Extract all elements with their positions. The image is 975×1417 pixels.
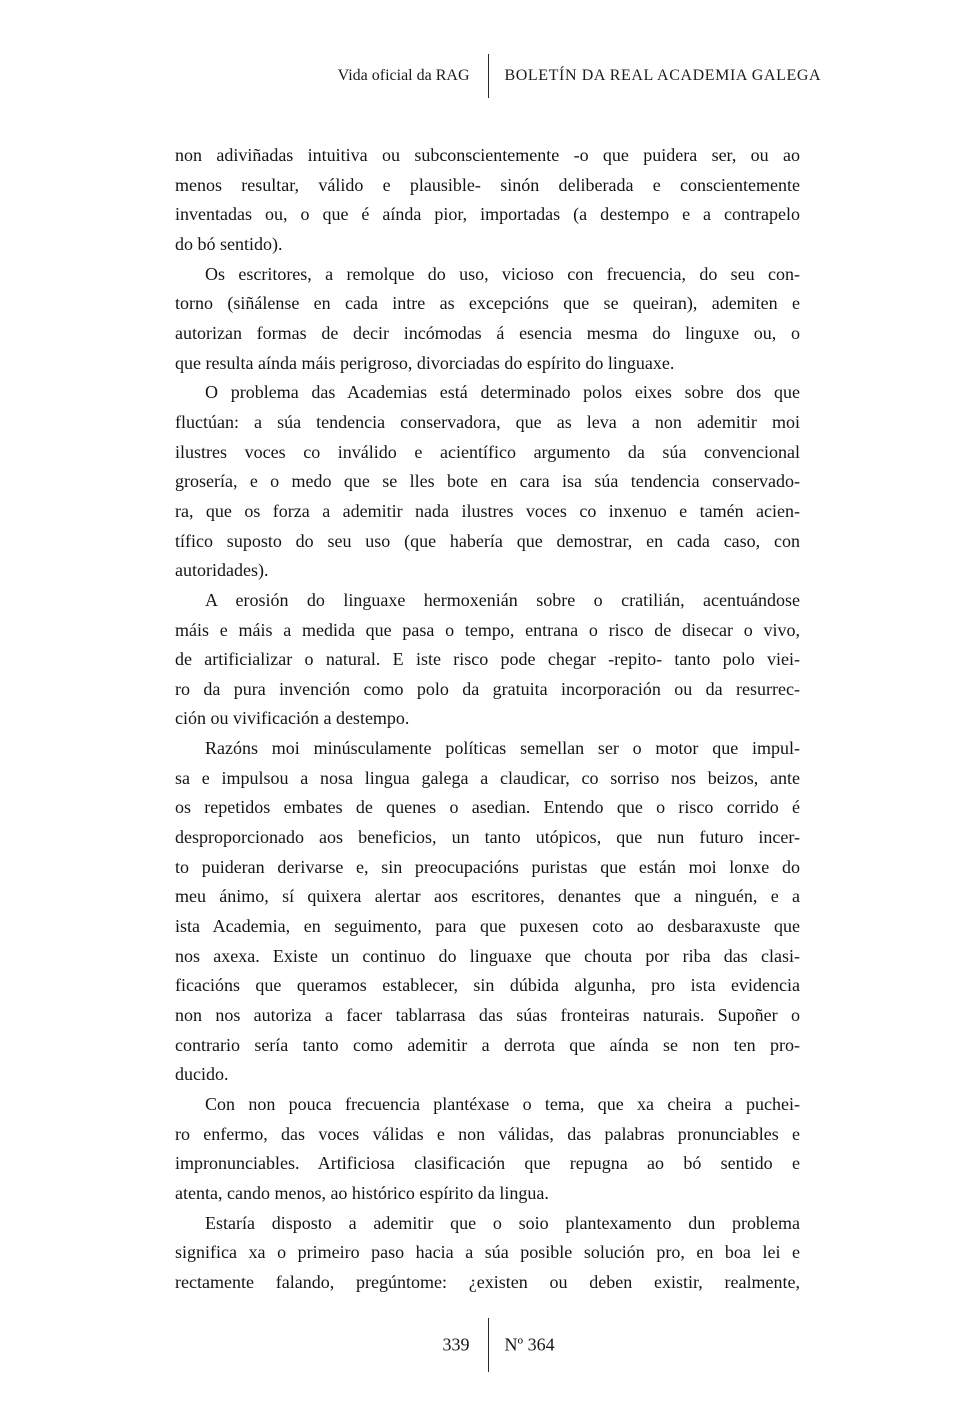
text-line: meu ánimo, sí quixera alertar aos escritores, denantes que a ninguén, e a — [175, 886, 800, 907]
text-line: ro enfermo, das voces válidas e non válidas, das palabras pronunciables e — [175, 1123, 800, 1144]
paragraph — [175, 586, 800, 734]
text-line: Con non pouca frecuencia plantéxase o tema, que xa cheira a puchei- — [205, 1094, 800, 1114]
text-line: os repetidos embates de quenes o asedian. Entendo que o risco corrido é — [175, 797, 800, 818]
text-line: sa e impulsou a nosa lingua galega a claudicar, co sorriso nos beizos, ante — [175, 767, 800, 788]
text-line: ro da pura invención como polo da gratuita incorporación ou da resurrec- — [175, 678, 800, 699]
text-line: contrario sería tanto como ademitir a derrota que aínda se non ten pro- — [175, 1034, 800, 1055]
text-line: significa xa o primeiro paso hacia a súa posible solución pro, en boa lei e — [175, 1242, 800, 1263]
paragraph — [175, 378, 800, 586]
text-line: impronunciables. Artificiosa clasificación que repugna ao bó sentido e — [175, 1153, 800, 1174]
text-line: autorizan formas de decir incómodas á esencia mesma do linguxe ou, o — [175, 322, 800, 343]
paragraph — [175, 260, 800, 379]
text-line: Os escritores, a remolque do uso, vicioso con frecuencia, do seu con- — [205, 263, 800, 284]
text-line: Estaría disposto a ademitir que o soio plantexamento dun problema — [205, 1212, 800, 1233]
text-line: ilustres voces co inválido e acientífico argumento da súa convencional — [175, 441, 800, 462]
text-line: Razóns moi minúsculamente políticas semellan ser o motor que impul- — [205, 738, 800, 759]
text-line: que resulta aínda máis perigroso, divorciadas do espírito do linguaxe. — [175, 352, 675, 373]
issue-number: Nº 364 — [504, 1334, 555, 1355]
text-line: nos axexa. Existe un continuo do linguaxe que chouta por riba das clasi- — [175, 945, 800, 966]
text-line: menos resultar, válido e plausible- sinón deliberada e conscientemente — [175, 174, 800, 195]
text-line: to puideran derivarse e, sin preocupacións puristas que están moi lonxe do — [175, 856, 800, 877]
paragraph — [175, 141, 800, 260]
page-header — [0, 54, 975, 98]
text-line: A erosión do linguaxe hermoxenián sobre o cratilián, acentuándose — [205, 589, 800, 610]
text-line: ra, que os forza a ademitir nada ilustres voces co inxenuo e tamén acien- — [175, 500, 800, 521]
text-line: non nos autoriza a facer tablarrasa das súas fronteiras naturais. Supoñer o — [175, 1005, 800, 1026]
text-line: fluctúan: a súa tendencia conservadora, que as leva a non ademitir moi — [175, 411, 800, 432]
text-line: desproporcionado aos beneficios, un tanto utópicos, que nun futuro incer- — [175, 827, 800, 848]
journal-title: BOLETÍN DA REAL ACADEMIA GALEGA — [504, 67, 822, 84]
text-line: ducido. — [175, 1064, 229, 1085]
text-line: tífico suposto do seu uso (que habería que demostrar, en cada caso, con — [175, 530, 800, 551]
text-line: de artificializar o natural. E iste risco pode chegar -repito- tanto polo viei- — [175, 649, 800, 670]
text-line: ficacións que queramos establecer, sin dúbida algunha, pro ista evidencia — [175, 975, 800, 996]
text-line: ción ou vivificación a destempo. — [175, 708, 410, 729]
section-title: Vida oficial da RAG — [337, 67, 470, 84]
text-line: atenta, cando menos, ao histórico espírito da lingua. — [175, 1182, 549, 1203]
text-line: ista Academia, en seguimento, para que puxesen coto ao desbaraxuste que — [175, 916, 800, 937]
text-line: rectamente falando, pregúntome: ¿existen ou deben existir, realmente, — [175, 1271, 800, 1292]
text-line: grosería, e o medo que se lles bote en cara isa súa tendencia conservado- — [175, 471, 800, 492]
paragraph — [175, 1090, 800, 1209]
text-line: torno (siñálense en cada intre as excepcións que se queiran), ademiten e — [175, 293, 800, 314]
text-line: non adiviñadas intuitiva ou subconscientemente -o que puidera ser, ou ao — [175, 145, 800, 165]
text-line: O problema das Academias está determinado polos eixes sobre dos que — [205, 382, 800, 403]
page-footer — [0, 1318, 975, 1372]
text-line: máis e máis a medida que pasa o tempo, entrana o risco de disecar o vivo, — [175, 619, 800, 640]
text-line: do bó sentido). — [175, 233, 283, 254]
header-divider-rule — [488, 54, 489, 98]
text-line: inventadas ou, o que é aínda pior, importadas (a destempo e a contrapelo — [175, 204, 800, 225]
footer-divider-rule — [488, 1318, 489, 1372]
paragraph — [175, 1209, 800, 1298]
page-number: 339 — [442, 1334, 470, 1355]
paragraph — [175, 734, 800, 1090]
text-line: autoridades). — [175, 560, 269, 581]
body-text — [175, 141, 800, 1298]
